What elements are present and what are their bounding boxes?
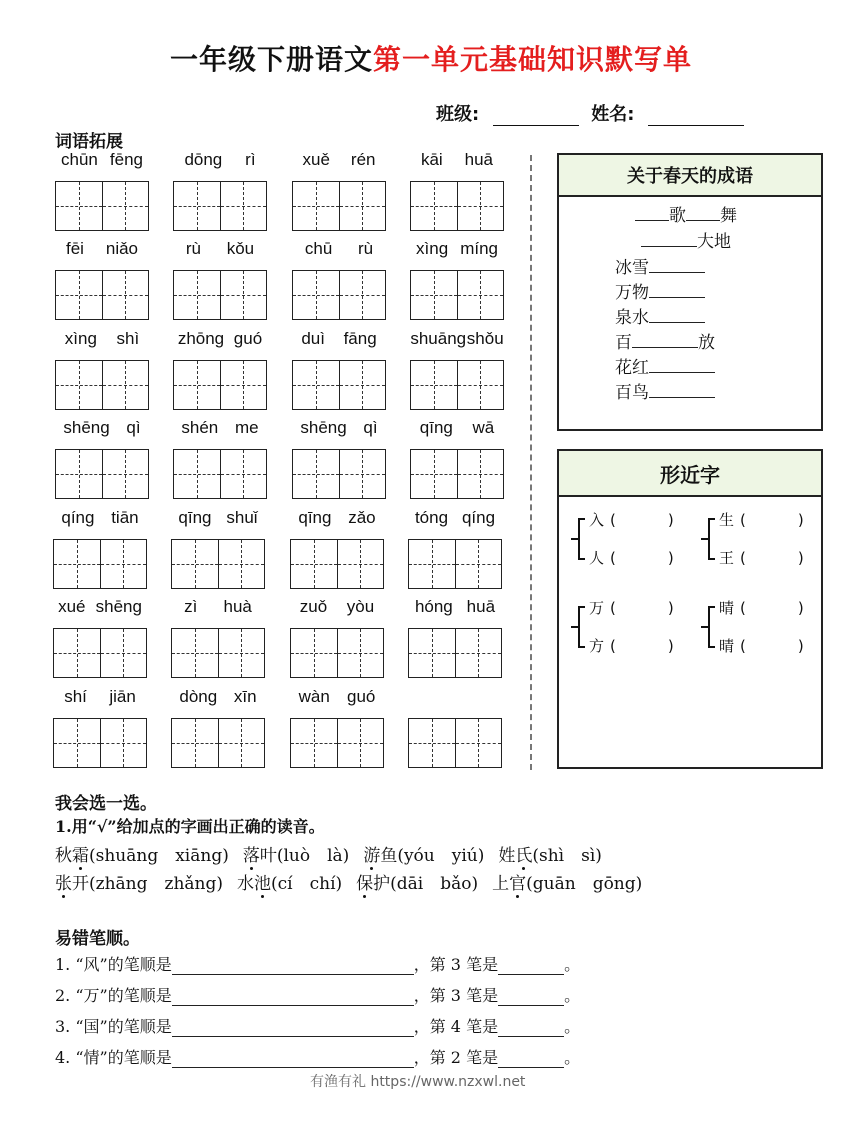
pinyin: xìng shì — [64, 329, 140, 348]
reading-choice[interactable]: 落叶(luò là) — [242, 846, 350, 866]
idiom-5: 泉水 — [615, 305, 705, 331]
class-field[interactable] — [493, 106, 579, 126]
pinyin: qīng wā — [419, 418, 495, 437]
name-label: 姓名: — [591, 104, 635, 125]
pinyin: kāi huā — [420, 150, 494, 169]
pinyin: xìng míng — [416, 239, 498, 258]
stroke-answer-field[interactable] — [172, 1050, 414, 1068]
brace-icon — [571, 605, 587, 649]
pinyin: chūn fēng — [61, 150, 143, 169]
writing-grid[interactable] — [171, 718, 265, 768]
writing-grid[interactable] — [408, 628, 502, 678]
stroke-number-field[interactable] — [498, 1050, 564, 1068]
reading-choice[interactable]: 姓氏(shì sì) — [498, 846, 602, 866]
writing-grid[interactable] — [292, 360, 386, 410]
writing-grid[interactable] — [408, 539, 502, 589]
writing-grid[interactable] — [408, 718, 502, 768]
idioms-heading: 关于春天的成语 — [559, 155, 821, 197]
pinyin: dōng rì — [184, 150, 256, 169]
student-info — [436, 100, 744, 126]
pinyin: xuě rén — [302, 150, 376, 169]
reading-choice[interactable]: 上官(guān gōng) — [492, 874, 643, 894]
pinyin: shén me — [181, 418, 259, 437]
writing-grid[interactable] — [173, 181, 267, 231]
stroke-question: 3. “国”的笔顺是 ，第 4 笔是 。 — [55, 1017, 581, 1036]
brace-icon — [701, 605, 717, 649]
pinyin: dòng xīn — [179, 687, 257, 706]
similar-pair: 万 ( ) 方 ( ) — [571, 597, 691, 677]
stroke-number-field[interactable] — [498, 988, 564, 1006]
pinyin: zì huà — [184, 597, 252, 616]
watermark: 有渔有礼 https://www.nzxwl.net — [310, 1074, 526, 1090]
similar-pair: 晴 ( ) 晴 ( ) — [701, 597, 821, 677]
stroke-answer-field[interactable] — [172, 988, 414, 1006]
brace-icon — [701, 517, 717, 561]
name-field[interactable] — [648, 106, 744, 126]
title-red: 第一单元基础知识默写单 — [373, 43, 693, 76]
stroke-number-field[interactable] — [498, 1019, 564, 1037]
stroke-answer-field[interactable] — [172, 957, 414, 975]
writing-grid[interactable] — [173, 270, 267, 320]
similar-pair: 入 ( ) 人 ( ) — [571, 509, 691, 589]
writing-grid[interactable] — [171, 628, 265, 678]
idiom-4: 万物 — [615, 280, 705, 306]
stroke-question: 4. “情”的笔顺是 ，第 2 笔是 。 — [55, 1048, 581, 1067]
idiom-6: 百 放 — [615, 330, 715, 356]
pinyin: hóng huā — [414, 597, 496, 616]
writing-grid[interactable] — [410, 360, 504, 410]
pinyin: rù kǒu — [185, 239, 255, 258]
choose-instruction: 1.用“√”给加点的字画出正确的读音。 — [55, 817, 325, 836]
pinyin: zuǒ yòu — [299, 597, 375, 616]
reading-choice[interactable]: 水池(cí chí) — [237, 874, 343, 894]
idioms-panel — [557, 153, 823, 431]
stroke-answer-field[interactable] — [172, 1019, 414, 1037]
writing-grid[interactable] — [55, 449, 149, 499]
pinyin: shēng qì — [300, 418, 378, 437]
stroke-number-field[interactable] — [498, 957, 564, 975]
choose-line-2 — [55, 869, 656, 894]
writing-grid[interactable] — [55, 270, 149, 320]
reading-choice[interactable]: 秋霜(shuāng xiāng) — [55, 846, 229, 866]
pinyin — [408, 687, 502, 711]
divider — [530, 155, 532, 770]
pinyin: fēi niǎo — [65, 239, 139, 258]
pinyin: qíng tiān — [61, 508, 139, 527]
choose-heading: 我会选一选。 — [55, 794, 157, 814]
writing-grid[interactable] — [410, 270, 504, 320]
writing-grid[interactable] — [173, 449, 267, 499]
page-title — [0, 38, 862, 78]
class-label: 班级: — [436, 104, 480, 125]
writing-grid[interactable] — [292, 449, 386, 499]
writing-grid[interactable] — [290, 539, 384, 589]
pinyin: chū rù — [304, 239, 374, 258]
writing-grid[interactable] — [53, 628, 147, 678]
vocab-heading: 词语拓展 — [55, 132, 123, 152]
writing-grid[interactable] — [290, 718, 384, 768]
pinyin: shēng qì — [63, 418, 141, 437]
pinyin: shí jiān — [64, 687, 136, 706]
writing-grid[interactable] — [292, 181, 386, 231]
writing-grid[interactable] — [55, 360, 149, 410]
title-black: 一年级下册语文 — [169, 43, 373, 76]
pinyin: tóng qíng — [414, 508, 496, 527]
pinyin: zhōng guó — [177, 329, 263, 348]
idiom-8: 百鸟 — [615, 380, 715, 406]
reading-choice[interactable]: 张开(zhāng zhǎng) — [55, 874, 224, 894]
similar-heading: 形近字 — [559, 451, 821, 497]
similar-pair: 生 ( ) 王 ( ) — [701, 509, 821, 589]
stroke-question: 2. “万”的笔顺是 ，第 3 笔是 。 — [55, 986, 581, 1005]
reading-choice[interactable]: 游鱼(yóu yiú) — [363, 846, 485, 866]
pinyin: qīng shuǐ — [178, 508, 258, 527]
pinyin: qīng zǎo — [298, 508, 376, 527]
pinyin: shuāng shǒu — [410, 329, 504, 348]
idiom-1: 歌 舞 — [635, 203, 737, 229]
choose-line-1 — [55, 841, 616, 866]
writing-grid[interactable] — [171, 539, 265, 589]
pinyin: duì fāng — [301, 329, 377, 348]
pinyin: wàn guó — [298, 687, 376, 706]
idiom-2: 大地 — [641, 229, 731, 255]
writing-grid[interactable] — [55, 181, 149, 231]
writing-grid[interactable] — [53, 718, 147, 768]
brace-icon — [571, 517, 587, 561]
writing-grid[interactable] — [290, 628, 384, 678]
writing-grid[interactable] — [53, 539, 147, 589]
idiom-3: 冰雪 — [615, 255, 705, 281]
writing-grid[interactable] — [292, 270, 386, 320]
similar-panel — [557, 449, 823, 769]
stroke-question: 1. “风”的笔顺是 ，第 3 笔是 。 — [55, 955, 581, 974]
writing-grid[interactable] — [410, 181, 504, 231]
reading-choice[interactable]: 保护(dāi bǎo) — [356, 874, 479, 894]
writing-grid[interactable] — [410, 449, 504, 499]
writing-grid[interactable] — [173, 360, 267, 410]
pinyin: xué shēng — [58, 597, 142, 616]
strokes-heading: 易错笔顺。 — [55, 929, 140, 949]
idiom-7: 花红 — [615, 355, 715, 381]
